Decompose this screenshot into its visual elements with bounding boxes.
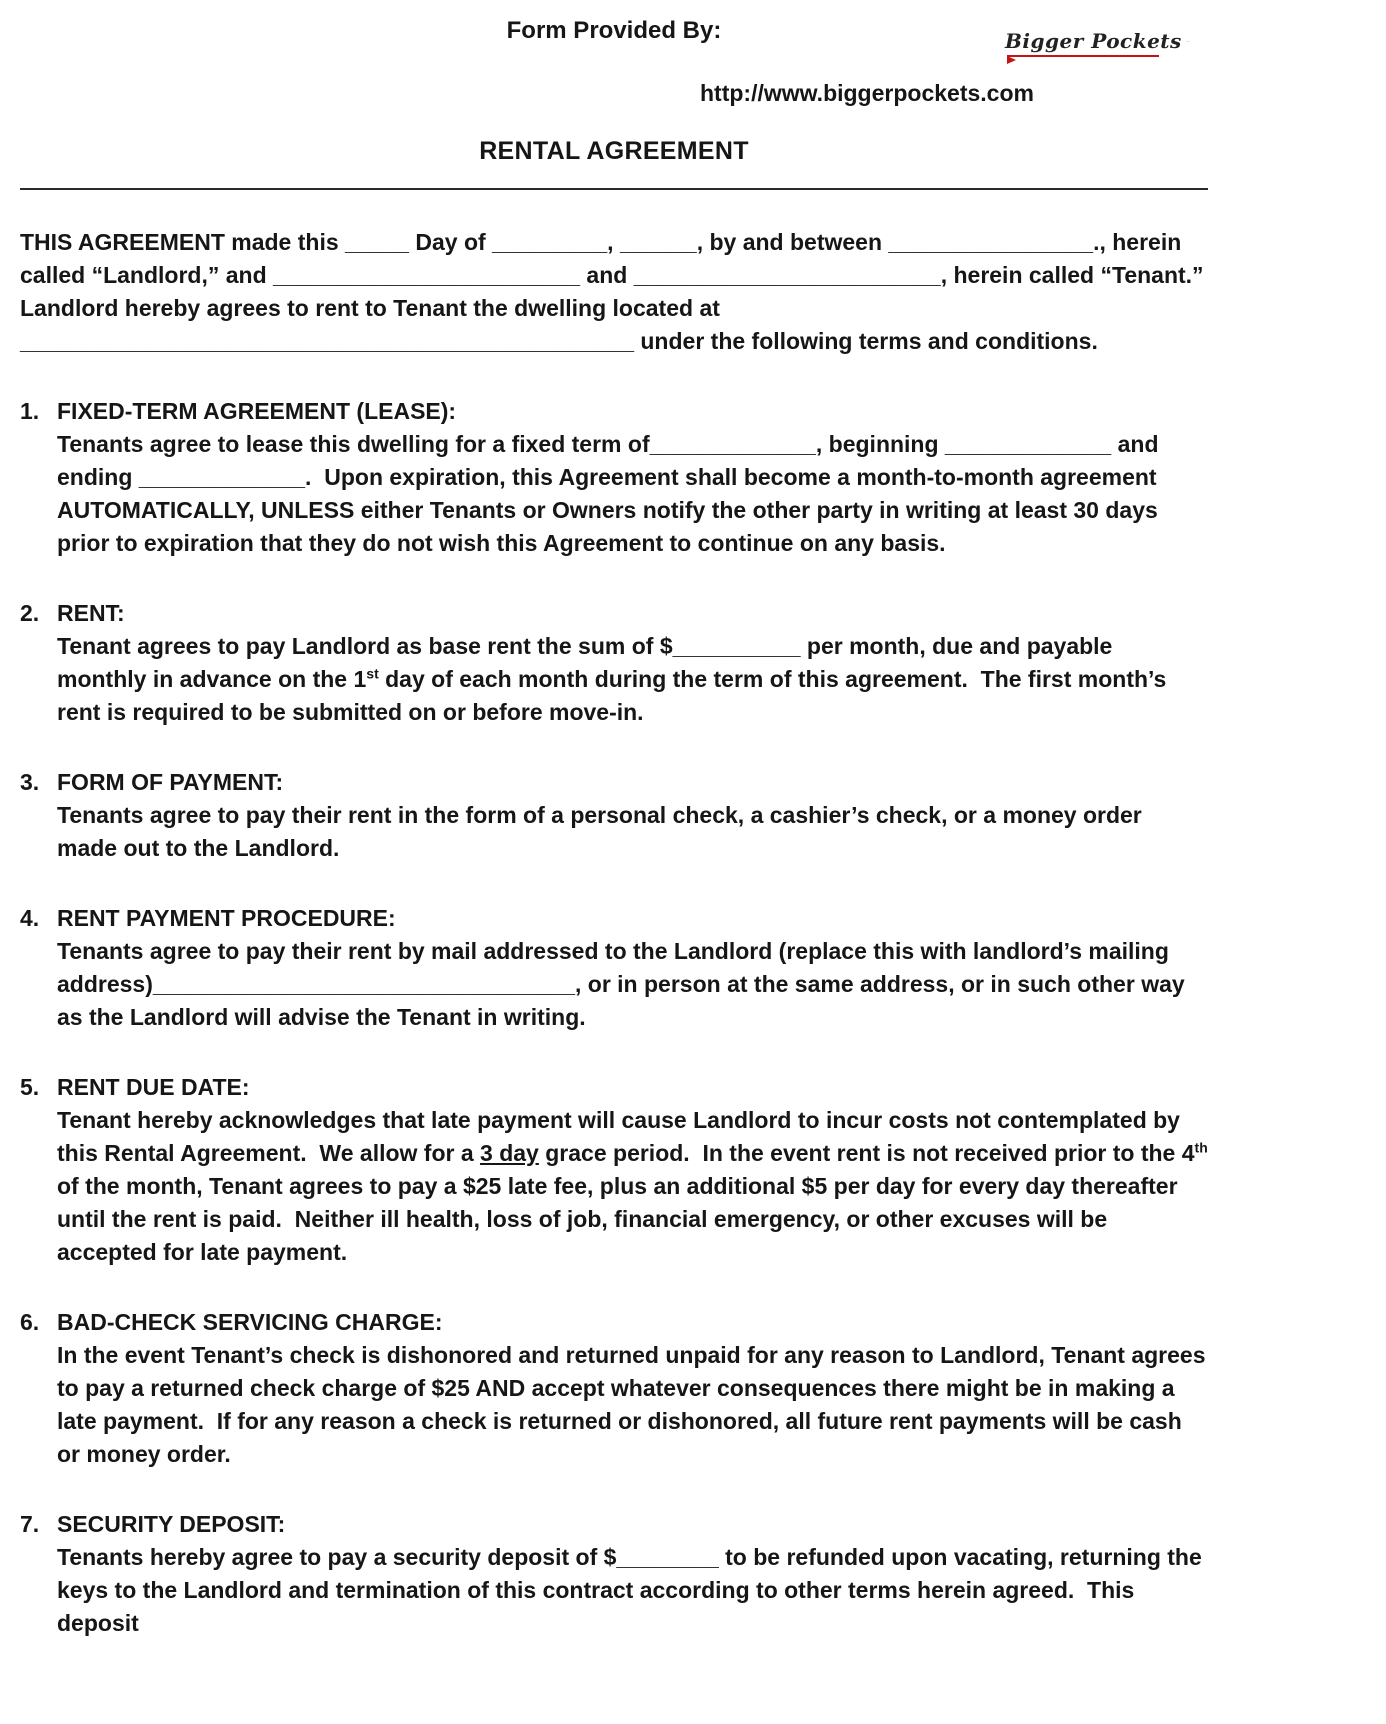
section-heading: SECURITY DEPOSIT:	[57, 1511, 286, 1537]
section-content	[57, 1071, 1215, 1269]
section-bad-check-servicing-charge	[20, 1306, 1212, 1471]
section-body: In the event Tenant’s check is dishonored and returned unpaid for any reason to Landlord, Tenant agrees to pay a returned check charge of $25 AND accept whatever consequences there might be in making a late payment. If for any reason a check is returned or dishonored, all future rent payments will be cash or money order.	[57, 1342, 1212, 1467]
section-fixed-term-agreement	[20, 395, 1208, 560]
section-number: 1.	[20, 398, 40, 424]
section-body	[57, 1104, 1215, 1269]
title-divider	[20, 188, 1208, 190]
section-rent-due-date	[20, 1071, 1215, 1269]
section-content	[57, 902, 1208, 1034]
document-title: RENTAL AGREEMENT	[479, 137, 749, 165]
section-body: Tenants hereby agree to pay a security deposit of $________ to be refunded upon vacating, returning the keys to the Landlord and termination of this contract according to other terms herein agreed. This deposit	[57, 1544, 1209, 1636]
section-content	[57, 1508, 1208, 1640]
biggerpockets-logo	[1005, 30, 1190, 57]
section-content	[57, 395, 1208, 560]
website-url: http://www.biggerpockets.com	[700, 80, 1034, 106]
section-security-deposit	[20, 1508, 1208, 1640]
section-body: Tenants agree to lease this dwelling for a fixed term of_____________, beginning _____________ and ending _____________. Upon expiration, this Agreement shall become a month-to-month agreement AUTOMATICALLY, UNLESS either Tenants or Owners notify the other party in writing at least 30 days prior to expiration that they do not wish this Agreement to continue on any basis.	[57, 431, 1165, 556]
section-form-of-payment	[20, 766, 1208, 865]
section-rent	[20, 597, 1208, 729]
section-number: 2.	[20, 600, 40, 626]
section-heading: FORM OF PAYMENT:	[57, 769, 284, 795]
section-number: 3.	[20, 769, 40, 795]
section-number: 5.	[20, 1074, 40, 1100]
section-number: 4.	[20, 905, 40, 931]
logo-swoosh-icon	[1186, 33, 1190, 50]
form-provided-by-label: Form Provided By:	[506, 17, 722, 44]
logo-row	[1005, 30, 1190, 52]
section-content	[57, 597, 1208, 729]
ordinal-superscript: th	[1194, 1139, 1208, 1156]
section-heading: FIXED-TERM AGREEMENT (LEASE):	[57, 398, 457, 424]
logo-red-underline	[1007, 55, 1159, 57]
section-number: 7.	[20, 1511, 40, 1537]
section-heading: RENT PAYMENT PROCEDURE:	[57, 905, 396, 931]
body-text-part: Tenant hereby acknowledges that late payment will cause Landlord to incur costs not contemplated by this Rental Agreement. We allow for a	[57, 1107, 1187, 1166]
section-content	[57, 766, 1208, 865]
intro-paragraph: THIS AGREEMENT made this _____ Day of _________, ______, by and between ________________., herein called “Landlord,” and ________________________ and ________________________, herein called “Tenant.” Landlord hereby agrees to rent to Tenant the dwelling located at ________________________________________________ under the following terms and conditions.	[20, 229, 1217, 354]
ordinal-superscript: st	[366, 665, 379, 682]
section-body: Tenants agree to pay their rent by mail addressed to the Landlord (replace this with landlord’s mailing address)_________________________________, or in person at the same address, or in such other way as the Landlord will advise the Tenant in writing.	[57, 938, 1192, 1030]
section-heading: RENT:	[57, 600, 125, 626]
section-number: 6.	[20, 1309, 40, 1335]
section-content	[57, 1306, 1212, 1471]
section-rent-payment-procedure	[20, 902, 1208, 1034]
logo-red-arrow-icon	[1007, 56, 1016, 64]
body-text-part: grace period. In the event rent is not received prior to the 4	[538, 1140, 1195, 1166]
section-body	[57, 630, 1208, 729]
section-body: Tenants agree to pay their rent in the form of a personal check, a cashier’s check, or a money order made out to the Landlord.	[57, 802, 1149, 861]
section-heading: RENT DUE DATE:	[57, 1074, 250, 1100]
logo-text: Bigger Pockets	[1005, 29, 1182, 53]
body-text-part: Tenant agrees to pay Landlord as base rent the sum of $__________ per month, due and payable monthly in advance on the 1	[57, 633, 1119, 692]
underlined-text: 3 day	[480, 1140, 539, 1166]
body-text-part: day of each month during the term of this agreement. The first month’s rent is required to be submitted on or before move-in.	[57, 666, 1173, 725]
section-heading: BAD-CHECK SERVICING CHARGE:	[57, 1309, 443, 1335]
body-text-part: of the month, Tenant agrees to pay a $25 late fee, plus an additional $5 per day for every day thereafter until the rent is paid. Neither ill health, loss of job, financial emergency, or other excuses will be accepted for late payment.	[57, 1140, 1215, 1265]
